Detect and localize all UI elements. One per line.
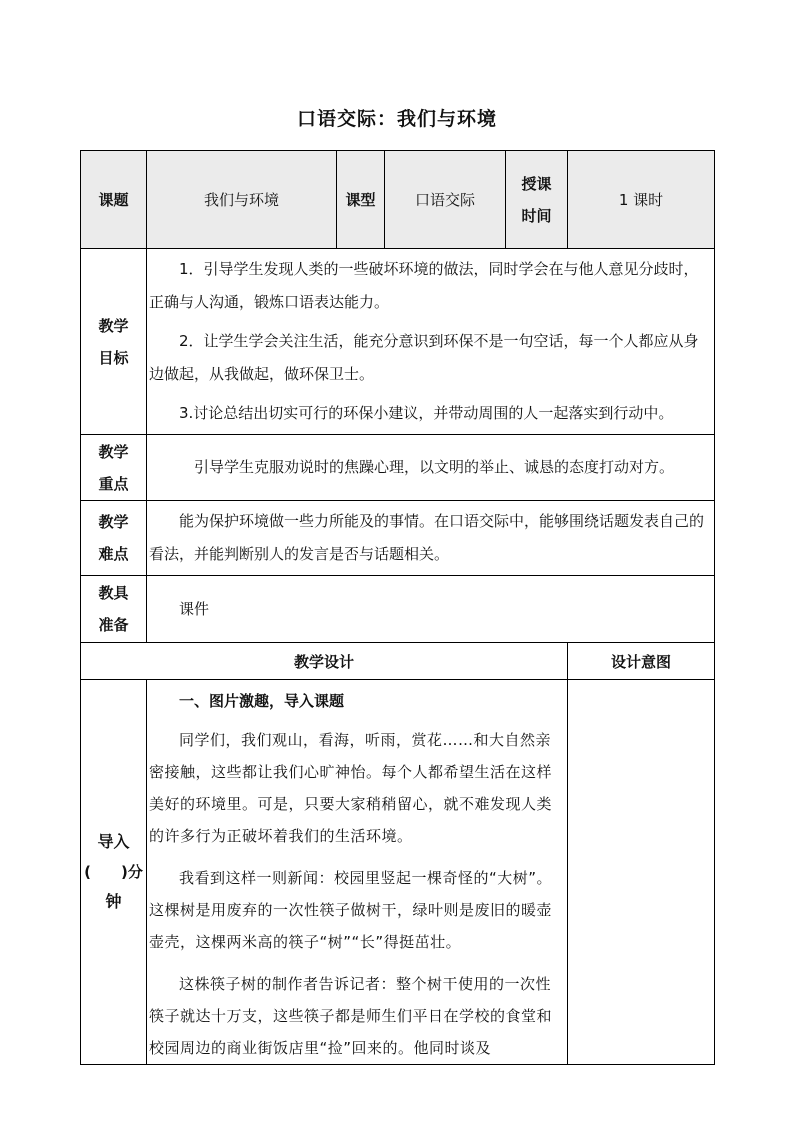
- goals-label: [81, 249, 147, 435]
- intro-paragraph-2: 我看到这样一则新闻：校园里竖起一棵奇怪的“大树”。这棵树是用废弃的一次性筷子做树干，绿叶则是废旧的暖壶壶壳，这棵两米高的筷子“树”“长”得挺茁壮。: [149, 869, 553, 951]
- difficulties-label: [81, 501, 147, 576]
- intro-label-line2: ( )分: [84, 863, 143, 881]
- difficulties-row: [81, 501, 715, 576]
- type-value: 口语交际: [385, 151, 506, 249]
- difficulties-label-line2: 难点: [98, 545, 129, 563]
- goal-item-3: 3.讨论总结出切实可行的环保小建议，并带动周围的人一起落实到行动中。: [179, 404, 674, 422]
- topic-value: 我们与环境: [147, 151, 337, 249]
- materials-label-line1: 教具: [98, 584, 129, 602]
- materials-text: 课件: [179, 599, 210, 618]
- document-title: 口语交际：我们与环境: [296, 108, 497, 130]
- goals-row: [81, 249, 715, 435]
- difficulties-content: [147, 501, 715, 576]
- topic-label: 课题: [81, 151, 147, 249]
- time-value: 1 课时: [568, 151, 715, 249]
- key-points-label-line2: 重点: [98, 474, 129, 493]
- intro-paragraph-3: 这株筷子树的制作者告诉记者：整个树干使用的一次性筷子就达十万支，这些筷子都是师生们平日在学校的食堂和校园周边的商业街饭店里“捡”回来的。他同时谈及: [149, 975, 553, 1057]
- intro-label-line3: 钟: [105, 892, 122, 911]
- intro-intent-cell: [568, 680, 715, 1065]
- key-points-content: [147, 435, 715, 501]
- difficulties-label-line1: 教学: [98, 513, 129, 531]
- intent-column-header: 设计意图: [568, 643, 715, 680]
- intro-heading: 一、图片激趣，导入课题: [179, 692, 345, 710]
- time-label: [506, 151, 568, 249]
- materials-row: [81, 576, 715, 643]
- design-header-row: [81, 643, 715, 680]
- key-points-text: 引导学生克服劝说时的焦躁心理，以文明的举止、诚恳的态度打动对方。: [194, 458, 675, 476]
- intro-row: [81, 680, 715, 1065]
- design-column-header: 教学设计: [81, 643, 568, 680]
- goals-label-line1: 教学: [98, 316, 129, 335]
- materials-label-line2: 准备: [98, 616, 129, 634]
- goals-label-line2: 目标: [98, 348, 129, 367]
- difficulties-text: 能为保护环境做一些力所能及的事情。在口语交际中，能够围绕话题发表自己的看法，并能判断别人的发言是否与话题相关。: [149, 512, 705, 563]
- intro-content: [147, 680, 568, 1065]
- key-points-row: [81, 435, 715, 501]
- intro-paragraph-1: 同学们，我们观山，看海，听雨，赏花……和大自然亲密接触，这些都让我们心旷神怡。每个人都希望生活在这样美好的环境里。可是，只要大家稍稍留心，就不难发现人类的许多行为正破坏着我们的生活环境。: [149, 731, 553, 845]
- materials-content: [147, 576, 715, 643]
- lesson-plan-table: [80, 150, 715, 1065]
- header-row: [81, 151, 715, 249]
- time-label-line2: 时间: [521, 206, 552, 225]
- intro-label-line1: 导入: [97, 832, 130, 851]
- type-label: 课型: [337, 151, 385, 249]
- materials-label: [81, 576, 147, 643]
- intro-label: [81, 680, 147, 1065]
- key-points-label: [81, 435, 147, 501]
- key-points-label-line1: 教学: [98, 442, 129, 461]
- goal-item-1: 1．引导学生发现人类的一些破坏环境的做法，同时学会在与他人意见分歧时，正确与人沟通，锻炼口语表达能力。: [149, 260, 699, 311]
- time-label-line1: 授课: [521, 174, 552, 193]
- goal-item-2: 2．让学生学会关注生活，能充分意识到环保不是一句空话，每一个人都应从身边做起，从我做起，做环保卫士。: [149, 332, 699, 383]
- goals-content: [147, 249, 715, 435]
